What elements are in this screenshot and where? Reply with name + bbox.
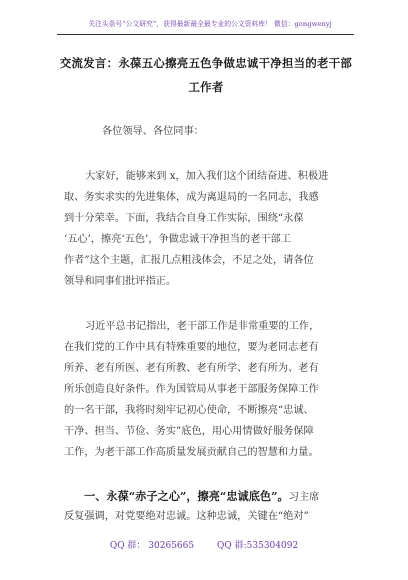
- footer-qq-2: QQ 群:535304092: [216, 541, 299, 551]
- para2-line: 在我们党的工作中具有特殊重要的地位，要为老同志老有: [64, 342, 319, 353]
- header-divider: [57, 34, 354, 35]
- para2-line: 习近平总书记指出，老干部工作是非常重要的工作，: [85, 321, 320, 332]
- footer-qq-1: QQ 群： 30265665: [109, 541, 195, 551]
- para2-line: 的一名干部，我将时刻牢记初心使命，不断擦亮“忠诚、: [64, 405, 314, 416]
- para1-line: 领导和同事们批评指正。: [64, 276, 177, 287]
- salutation: 各位领导、各位同事：: [102, 126, 204, 137]
- document-title-line-2: 工作者: [188, 80, 224, 94]
- section1-line: 反复强调，对党要绝对忠诚。这种忠诚，关键在“绝对”: [64, 511, 309, 522]
- para1-line: ‘五心’，擦亮‘五色’，争做忠诚干净担当的老干部工: [64, 234, 291, 245]
- para2-line: 工作，为老干部工作高质量发展贡献自己的智慧和力量。: [64, 447, 319, 458]
- para1-line: 到十分荣幸。下面，我结合自身工作实际，围绕“永葆: [64, 213, 304, 224]
- para2-line: 干净、担当、节俭、务实”底色，用心用情做好服务保障: [64, 426, 314, 437]
- footer-contact: [0, 538, 408, 551]
- para2-line: 所养、老有所医、老有所教、老有所学、老有所为、老有: [64, 363, 319, 374]
- para2-line: 所乐创造良好条件。作为国管局从事老干部服务保障工作: [64, 384, 319, 395]
- section1-tail: 习主席: [288, 492, 320, 503]
- document-title-line-1: 交流发言：永葆五心擦亮五色争做忠诚干净担当的老干部: [59, 56, 353, 70]
- section1-line: [84, 489, 319, 505]
- para1-line: 取、务实求实的先进集体，成为离退局的一名同志，我感: [64, 192, 319, 203]
- para1-line: 大家好，能够来到 x，加入我们这个团结奋进、积极进: [85, 171, 329, 182]
- header-banner: 关注头条号“公文研究”，获得最新最全最专业的公文资料库！ 微信：gongwenyj: [88, 20, 332, 28]
- para1-line: 作者”这个主题，汇报几点粗浅体会，不足之处，请各位: [64, 255, 314, 266]
- section1-heading: 一、永葆“赤子之心”，擦亮“忠诚底色”。: [84, 489, 289, 503]
